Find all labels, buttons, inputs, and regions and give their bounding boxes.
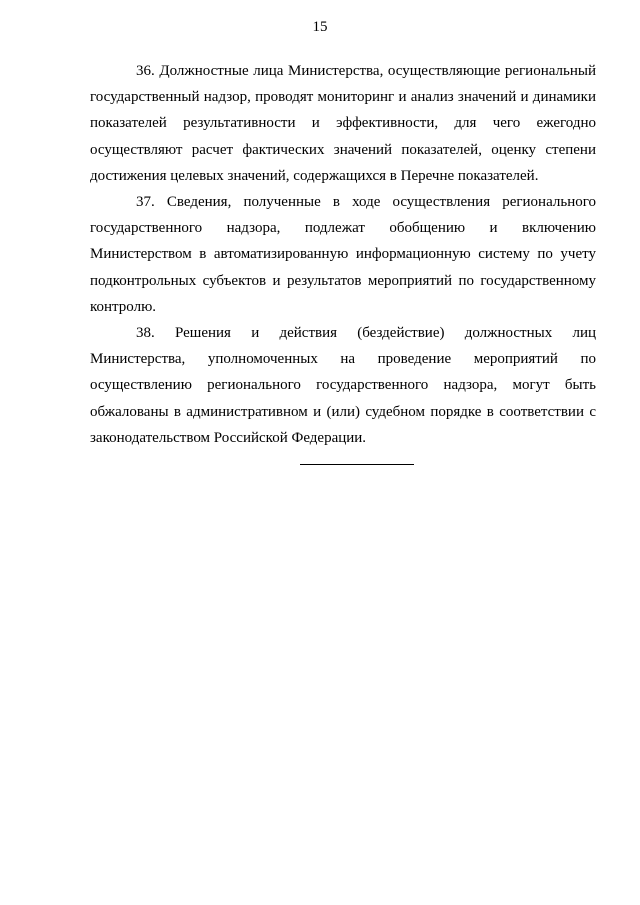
end-of-document-rule — [300, 464, 414, 465]
paragraph-36: 36. Должностные лица Министерства, осуществляющие региональный государственный надзор, проводят мониторинг и анализ значений и динамики показателей результативности и эффективности, для чего ежегодно осуществляют расчет фактических значений показателей, оценку степени достижения целевых значений, содержащихся в Перечне показателей. — [90, 63, 596, 184]
page-number: 15 — [312, 19, 328, 35]
document-body — [90, 58, 596, 451]
paragraph-37: 37. Сведения, полученные в ходе осуществления регионального государственного надзора, подлежат обобщению и включению Министерством в автоматизированную информационную систему по учету подконтрольных субъектов и результатов мероприятий по государственному контролю. — [90, 194, 596, 315]
paragraph-38: 38. Решения и действия (бездействие) должностных лиц Министерства, уполномоченных на проведение мероприятий по осуществлению регионального государственного надзора, могут быть обжалованы в административном и (или) судебном порядке в соответствии с законодательством Российской Федерации. — [90, 325, 596, 446]
